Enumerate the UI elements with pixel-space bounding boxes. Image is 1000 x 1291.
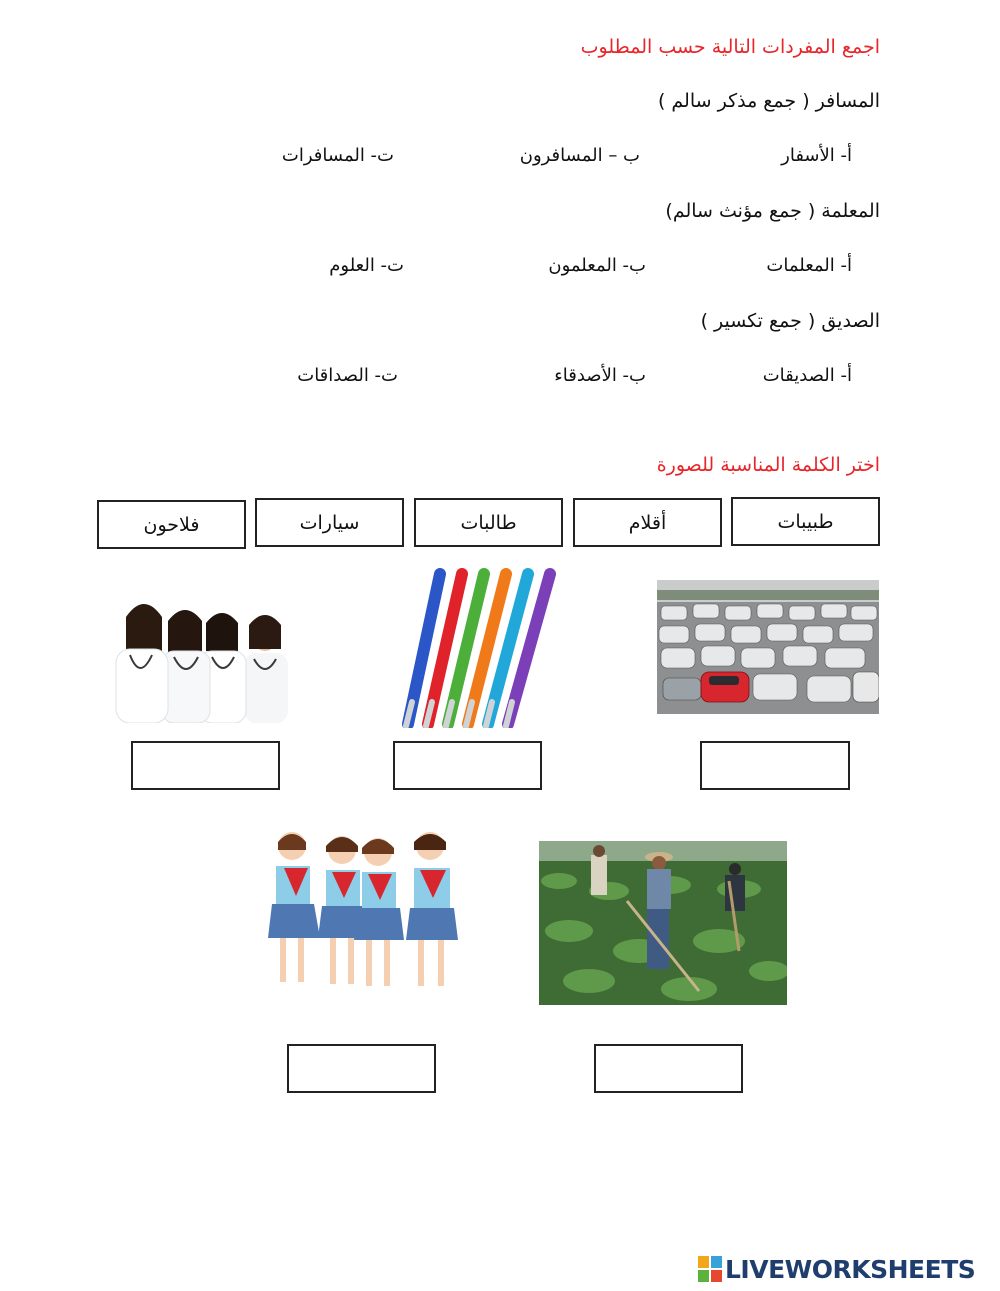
answer-box-pens[interactable] (393, 741, 542, 790)
q1-option-b[interactable]: ب – المسافرون (519, 145, 640, 166)
word-schoolgirls[interactable]: طالبات (414, 498, 563, 547)
section1-title: اجمع المفردات التالية حسب المطلوب (580, 36, 880, 58)
q2-option-a[interactable]: أ- المعلمات (766, 255, 852, 276)
q2-option-c[interactable]: ت- العلوم (329, 255, 404, 276)
pens-image (400, 568, 560, 728)
q1-option-c[interactable]: ت- المسافرات (281, 145, 394, 166)
answer-box-farmers[interactable] (594, 1044, 743, 1093)
cars-image (657, 580, 879, 714)
q2-option-b[interactable]: ب- المعلمون (548, 255, 646, 276)
question-3-prompt: الصديق ( جمع تكسير ) (700, 310, 880, 332)
liveworksheets-logo-icon (698, 1256, 722, 1282)
answer-box-cars[interactable] (700, 741, 850, 790)
word-pens[interactable]: أقلام (573, 498, 722, 547)
word-cars[interactable]: سيارات (255, 498, 404, 547)
liveworksheets-logo-text: LIVEWORKSHEETS (725, 1254, 976, 1284)
answer-box-doctors[interactable] (131, 741, 280, 790)
farmers-image (539, 841, 787, 1005)
question-2-prompt: المعلمة ( جمع مؤنث سالم) (665, 200, 880, 222)
word-farmers[interactable]: فلاحون (97, 500, 246, 549)
section2-title: اختر الكلمة المناسبة للصورة (656, 454, 880, 476)
question-1-prompt: المسافر ( جمع مذكر سالم ) (657, 90, 880, 112)
q1-option-a[interactable]: أ- الأسفار (781, 145, 852, 166)
liveworksheets-logo (698, 1254, 975, 1284)
schoolgirls-image (250, 826, 490, 998)
word-doctors[interactable]: طبيبات (731, 497, 880, 546)
q3-option-c[interactable]: ت- الصداقات (297, 365, 398, 386)
answer-box-schoolgirls[interactable] (287, 1044, 436, 1093)
q3-option-a[interactable]: أ- الصديقات (762, 365, 852, 386)
q3-option-b[interactable]: ب- الأصدقاء (554, 365, 646, 386)
doctors-image (110, 585, 305, 723)
